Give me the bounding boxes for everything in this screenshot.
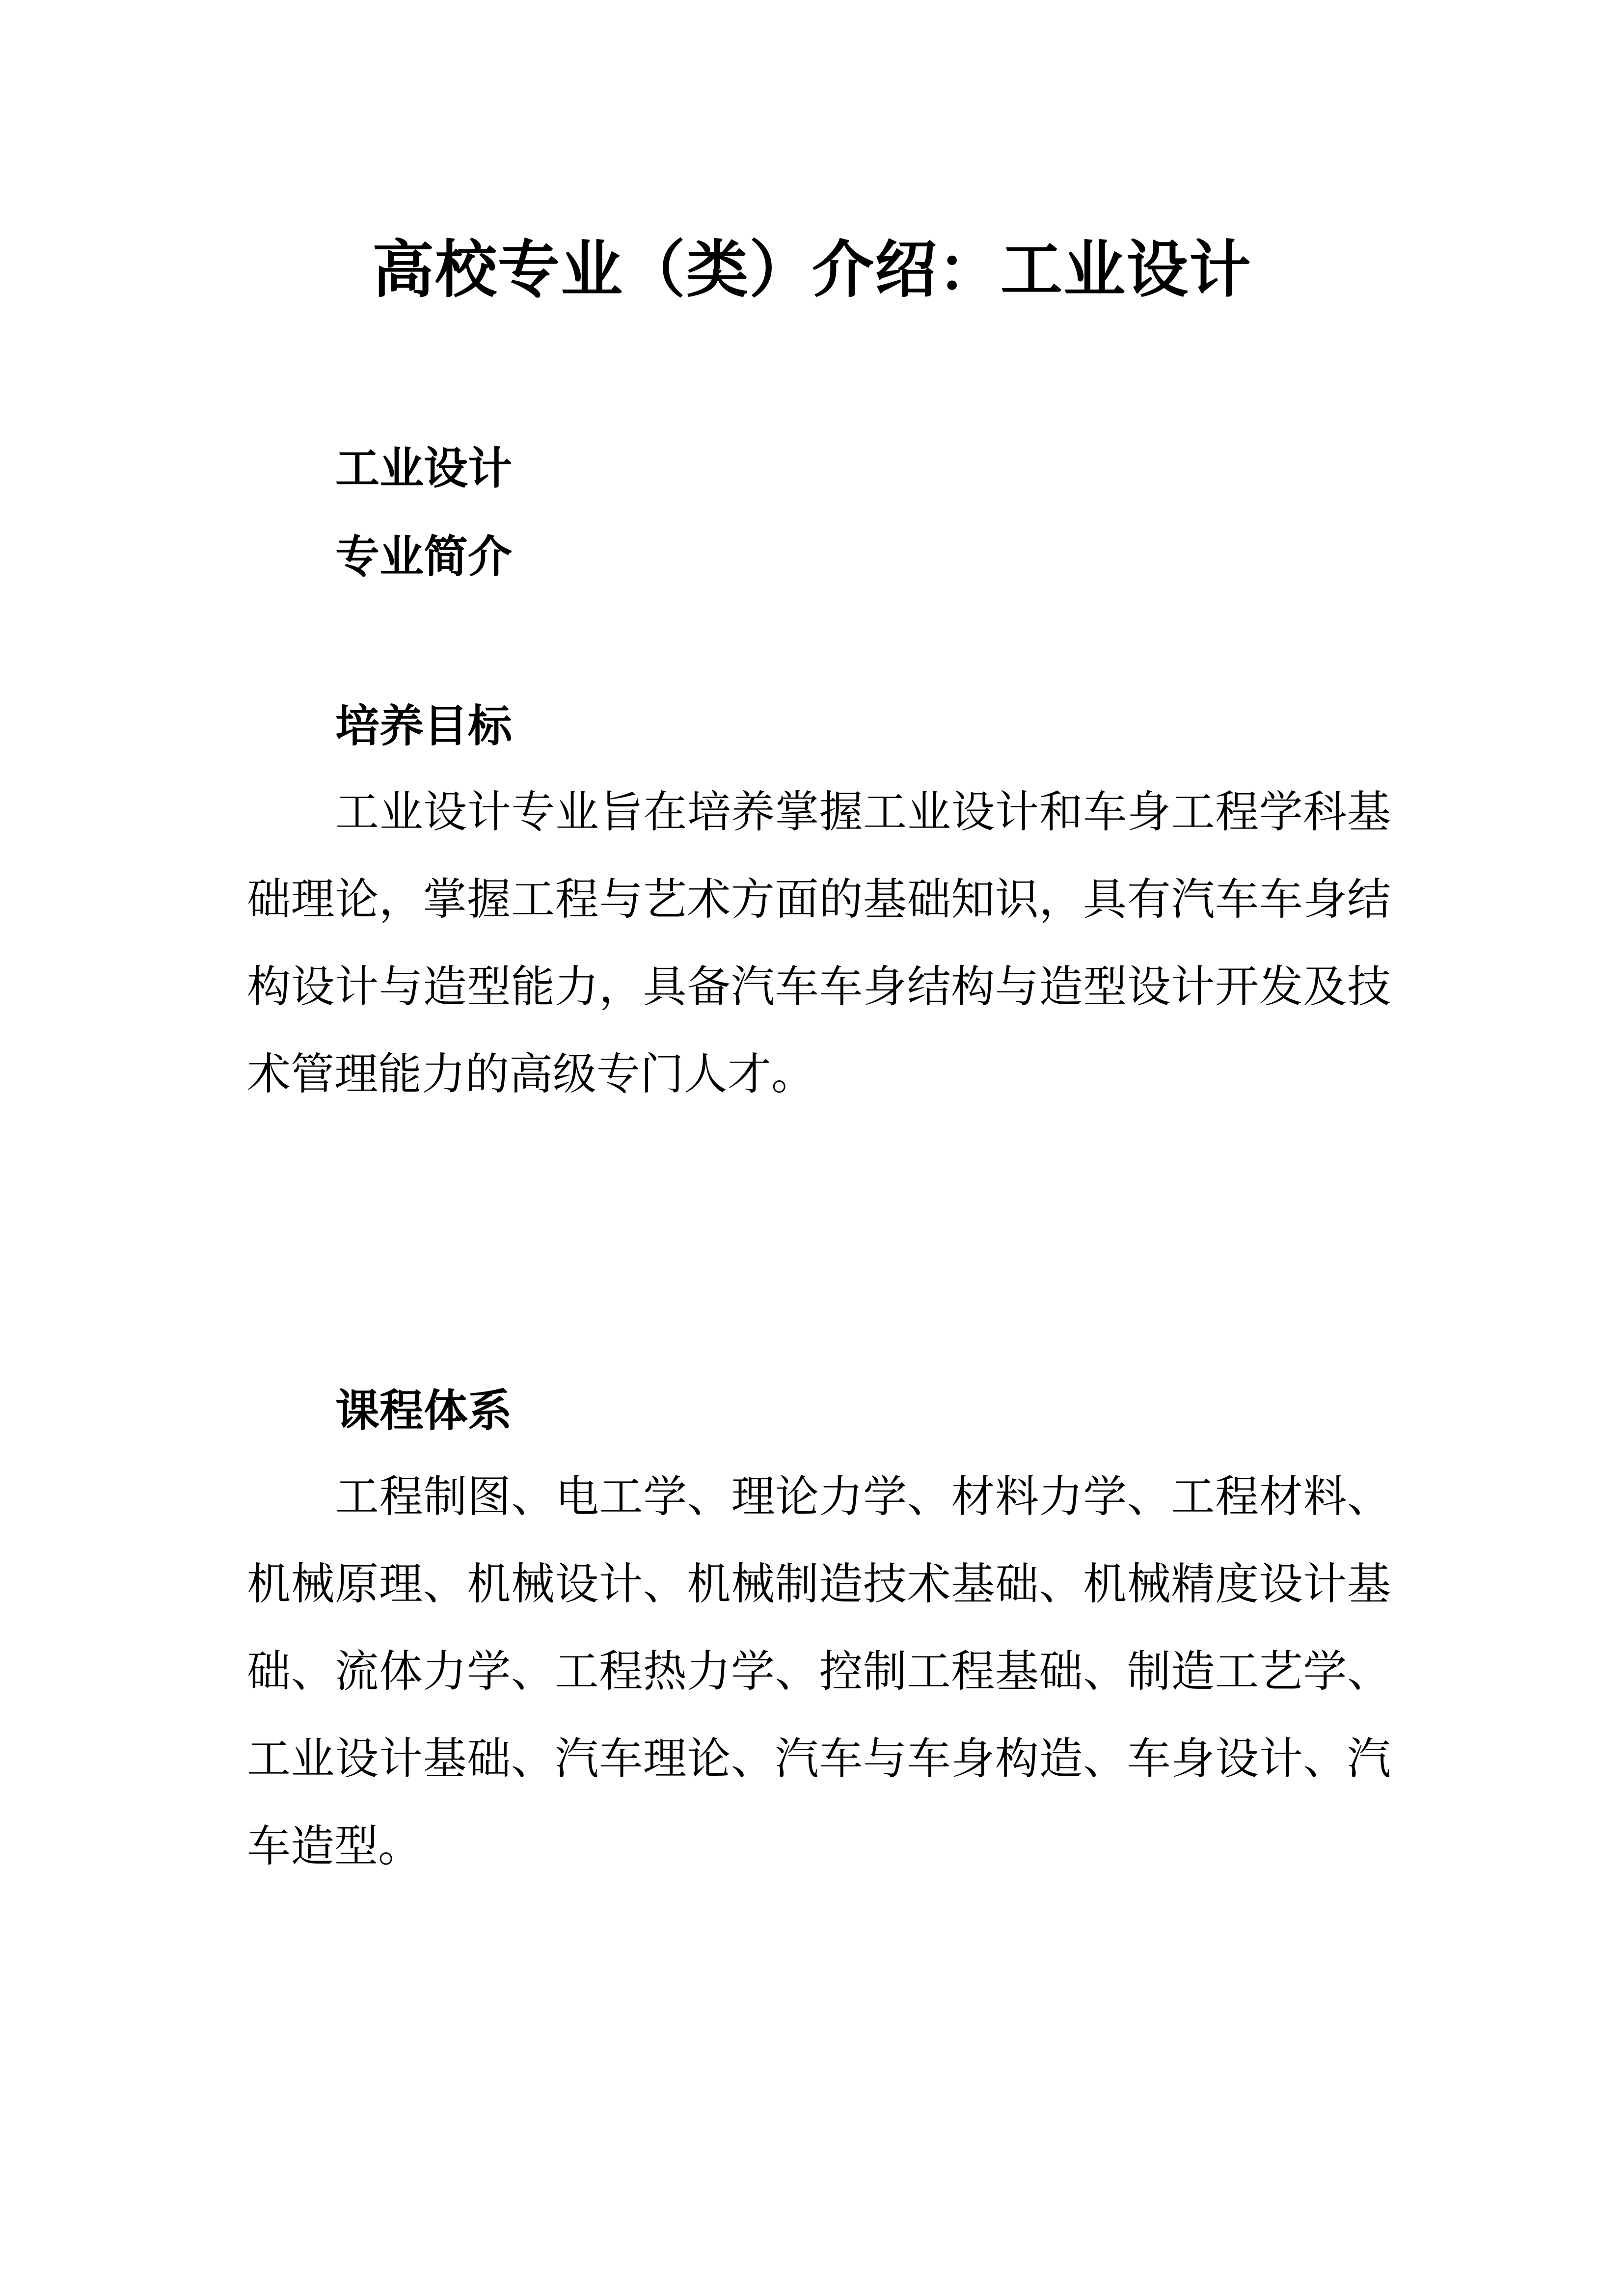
course-paragraph: 工程制图、电工学、理论力学、材料力学、工程材料、机械原理、机械设计、机械制造技术基础、机械精度设计基础、流体力学、工程热力学、控制工程基础、制造工艺学、工业设计基础、汽车理论、汽车与车身构造、车身设计、汽车造型。	[247, 1471, 1391, 1871]
goal-paragraph: 工业设计专业旨在培养掌握工业设计和车身工程学科基础理论，掌握工程与艺术方面的基础知识，具有汽车车身结构设计与造型能力，具备汽车车身结构与造型设计开发及技术管理能力的高级专门人才。	[247, 786, 1391, 1099]
course-heading: 课程体系	[335, 1385, 512, 1437]
page-title: 高校专业（类）介绍：工业设计	[372, 234, 1252, 306]
goal-heading: 培养目标	[335, 700, 512, 752]
major-name-heading: 工业设计	[335, 443, 512, 494]
intro-heading: 专业简介	[335, 531, 512, 583]
